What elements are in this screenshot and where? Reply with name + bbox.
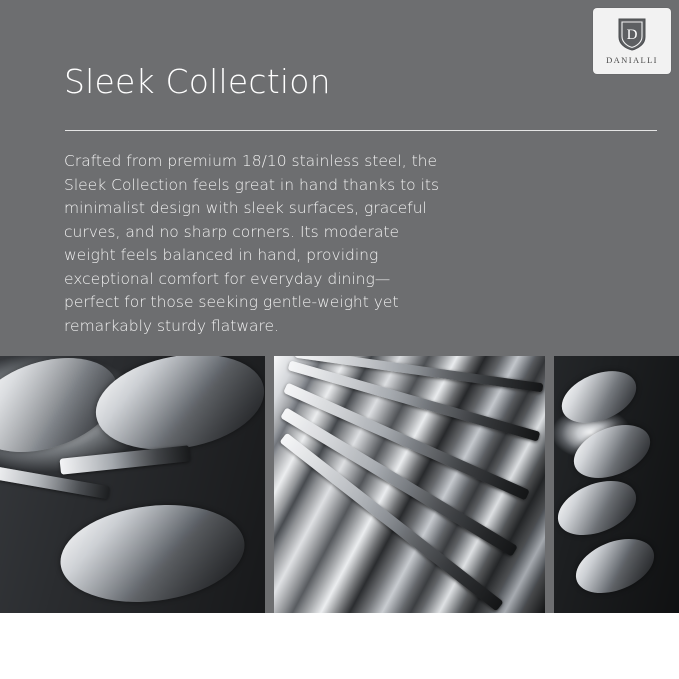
body-copy: Crafted from premium 18/10 stainless steel, the Sleek Collection feels great in hand thanks to its minimalist design with sleek surfaces, graceful curves, and no sharp corners. Its moderate weight feels balanced in hand, providing exceptional comfort for everyday dining—perfect for those seeking gentle-weight yet remarkably sturdy flatware. xyxy=(64,152,440,335)
photo-sheen xyxy=(0,356,265,613)
photo-sheen xyxy=(274,356,545,613)
spoons-closeup-photo xyxy=(0,356,265,613)
bottom-margin xyxy=(0,613,679,679)
spoon-row-photo xyxy=(554,356,679,613)
svg-text:D: D xyxy=(626,27,638,43)
shield-d-logo-icon xyxy=(617,17,647,51)
photo-strip xyxy=(0,356,679,613)
page-title: Sleek Collection xyxy=(64,62,331,101)
flatware-fan-photo xyxy=(274,356,545,613)
photo-sheen xyxy=(554,356,679,613)
brand-name: DANIALLI xyxy=(606,55,658,65)
divider xyxy=(65,130,657,131)
brand-badge xyxy=(593,8,671,74)
